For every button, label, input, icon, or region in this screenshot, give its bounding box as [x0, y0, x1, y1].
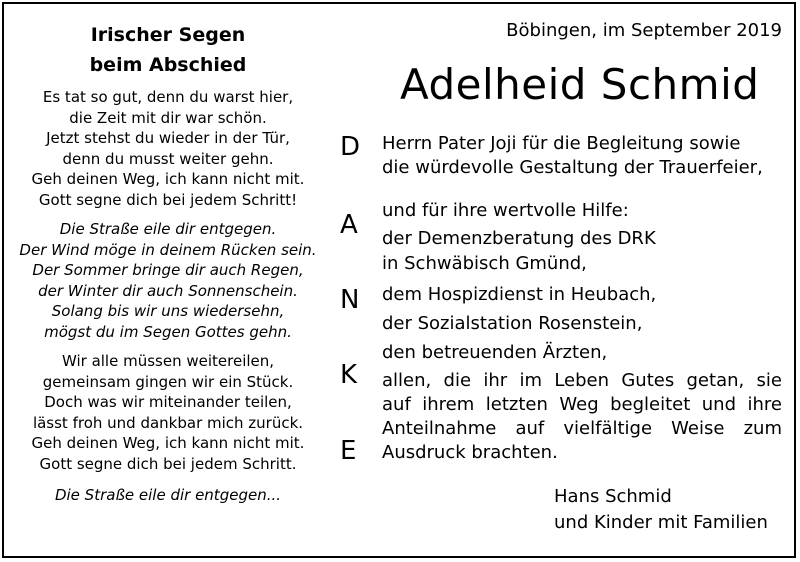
thanks-line: den betreuenden Ärzten, [382, 342, 608, 363]
poem-line: gemeinsam gingen wir ein Stück. [42, 372, 294, 391]
poem-line: Die Straße eile dir entgegen. [59, 220, 277, 238]
danke-letter-n: N [340, 285, 360, 315]
poem-line: Gott segne dich bei jedem Schritt! [38, 190, 298, 209]
poem-line: Gott segne dich bei jedem Schritt. [39, 454, 297, 473]
thanks-line: Herrn Pater Joji für die Begleitung sowie [382, 133, 741, 154]
thanks-line: dem Hospizdienst in Heubach, [382, 284, 657, 305]
thanks-line: in Schwäbisch Gmünd, [382, 253, 587, 274]
poem-line: Der Wind möge in deinem Rücken sein. [19, 240, 317, 259]
poem-title-line-1: Irischer Segen [90, 24, 246, 46]
poem-title-line-2: beim Abschied [89, 54, 247, 76]
poem-stanza-3 [10, 351, 326, 474]
danke-letter-a: A [340, 210, 358, 240]
danke-letter-e: E [340, 436, 357, 466]
deceased-name: Adelheid Schmid [400, 60, 760, 109]
danke-letter-k: K [340, 360, 358, 390]
poem-stanza-1 [10, 87, 326, 210]
signature-line-1: Hans Schmid [554, 486, 672, 507]
poem-line: Die Straße eile dir entgegen... [54, 486, 282, 504]
thanks-line: der Sozialstation Rosenstein, [382, 313, 643, 334]
poem-line: denn du musst weiter gehn. [62, 149, 274, 168]
thanks-line: Anteilnahme auf vielfältige Weise zum [382, 418, 782, 439]
poem-line: Geh deinen Weg, ich kann nicht mit. [31, 434, 305, 452]
poem-line: mögst du im Segen Gottes gehn. [44, 322, 292, 341]
poem-title [10, 20, 326, 80]
poem-line: Jetzt stehst du wieder in der Tür, [46, 129, 290, 147]
poem-stanza-2 [10, 219, 326, 342]
poem-line: die Zeit mit dir war schön. [69, 108, 267, 127]
signature-line-2: und Kinder mit Familien [554, 512, 768, 533]
poem-line: lässt froh und dankbar mich zurück. [32, 413, 304, 432]
poem-line: Doch was wir miteinander teilen, [44, 393, 292, 411]
thanks-line: und für ihre wertvolle Hilfe: [382, 200, 629, 221]
thanks-line: auf ihrem letzten Weg begleitet und ihre [382, 394, 782, 415]
poem-stanza-4 [10, 485, 326, 506]
thanks-line: die würdevolle Gestaltung der Trauerfeier, [382, 157, 763, 178]
poem-line: Solang bis wir uns wiedersehn, [51, 302, 285, 320]
place-date: Böbingen, im September 2019 [506, 20, 782, 41]
thanks-line: allen, die ihr im Leben Gutes getan, sie [382, 370, 782, 391]
thanks-line: der Demenzberatung des DRK [382, 228, 656, 249]
poem-line: Der Sommer bringe dir auch Regen, [32, 261, 304, 279]
danke-letter-d: D [340, 132, 361, 162]
poem-line: Geh deinen Weg, ich kann nicht mit. [31, 170, 305, 188]
poem-line: Wir alle müssen weitereilen, [61, 352, 275, 370]
poem-line: der Winter dir auch Sonnenschein. [38, 281, 298, 300]
thanks-line: Ausdruck brachten. [382, 442, 558, 463]
poem-line: Es tat so gut, denn du warst hier, [42, 88, 294, 106]
poem-column [10, 20, 326, 506]
